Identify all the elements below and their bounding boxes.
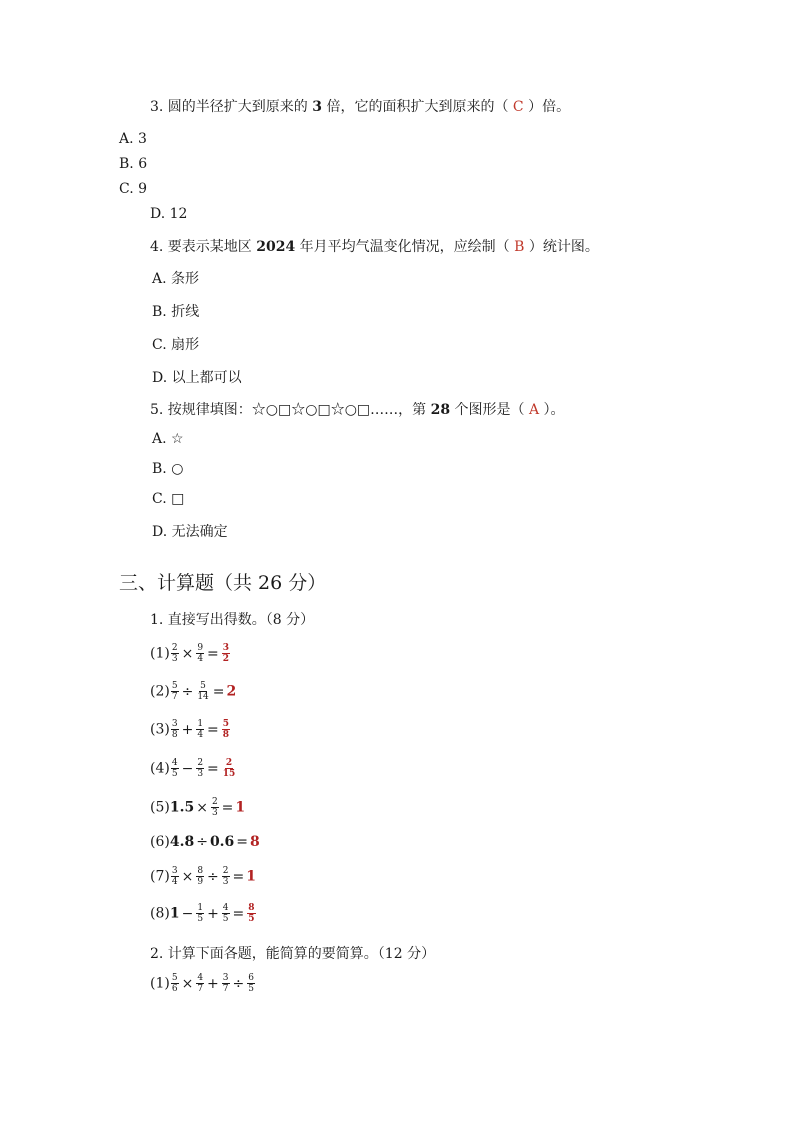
fraction: $\frac{9}{4}$ xyxy=(197,643,204,664)
q5-number: 28 xyxy=(430,402,451,418)
q4-year: 2024 xyxy=(256,239,296,255)
fraction: $\frac{4}{5}$ xyxy=(222,903,229,924)
fraction: $\frac{5}{6}$ xyxy=(171,973,178,994)
operator: × xyxy=(181,645,194,662)
equals-sign: = xyxy=(236,834,249,850)
operator: ÷ xyxy=(232,975,245,992)
equals-sign: = xyxy=(207,645,219,662)
equals-sign: = xyxy=(207,760,219,777)
q3-number: 3 xyxy=(312,99,323,115)
q3-text-mid: 倍，它的面积扩大到原来的（ xyxy=(322,99,509,115)
fraction: $\frac{1}{5}$ xyxy=(197,903,204,924)
item-index: (1) xyxy=(150,975,170,992)
q5-option-c: C. □ xyxy=(152,491,185,507)
question-4 xyxy=(150,236,599,256)
fraction: $\frac{1}{4}$ xyxy=(197,719,204,740)
answer: 8 xyxy=(250,834,260,850)
calc-item-1 xyxy=(150,643,231,664)
q4-option-c: C. 扇形 xyxy=(152,337,200,353)
q3-text: 3. 圆的半径扩大到原来的 xyxy=(150,99,313,115)
item-index: (7) xyxy=(150,868,170,885)
item-index: (8) xyxy=(150,905,170,922)
q3-option-b: B. 6 xyxy=(119,156,148,172)
q3-option-d: D. 12 xyxy=(150,206,188,222)
operator: ÷ xyxy=(181,683,194,700)
section-heading: 三、计算题（共 26 分） xyxy=(119,572,327,594)
operator: ÷ xyxy=(207,868,219,885)
q3-option-a: A. 3 xyxy=(119,131,147,147)
q5-text-end: ）。 xyxy=(543,402,565,418)
answer: 1 xyxy=(235,799,246,816)
operand: 0.6 xyxy=(209,834,235,850)
q3-text-end: ）倍。 xyxy=(528,99,571,115)
operand: 1.5 xyxy=(169,799,195,816)
calc-item-6 xyxy=(150,834,260,850)
q5-option-a: A. ☆ xyxy=(152,431,184,447)
operand: 4.8 xyxy=(169,834,195,850)
fraction: $\frac{4}{5}$ xyxy=(171,758,178,779)
calc-item-2 xyxy=(150,681,236,702)
operator: × xyxy=(196,799,208,816)
operator: − xyxy=(181,905,194,922)
q3-option-c: C. 9 xyxy=(119,181,148,197)
answer: 1 xyxy=(246,868,256,885)
fraction: $\frac{2}{3}$ xyxy=(197,758,204,779)
equals-sign: = xyxy=(207,721,219,738)
calc-part2-item-1 xyxy=(150,973,256,994)
operator: − xyxy=(181,760,194,777)
q4-option-a: A. 条形 xyxy=(152,271,200,287)
calc-item-4 xyxy=(150,758,237,779)
operator: ÷ xyxy=(196,834,208,850)
fraction: $\frac{3}{8}$ xyxy=(171,719,178,740)
part-2-title: 2. 计算下面各题，能简算的要简算。（12 分） xyxy=(150,946,436,962)
fraction: $\frac{8}{9}$ xyxy=(197,866,204,887)
calc-item-3 xyxy=(150,719,231,740)
item-index: (4) xyxy=(150,760,170,777)
operator: + xyxy=(207,975,219,992)
question-3 xyxy=(150,96,570,116)
equals-sign: = xyxy=(221,799,234,816)
q3-answer: C xyxy=(508,99,529,115)
operator: + xyxy=(181,721,194,738)
calc-item-5 xyxy=(150,797,245,818)
equals-sign: = xyxy=(232,868,245,885)
answer-fraction: $\frac{2}{15}$ xyxy=(222,758,236,779)
q5-text-mid: 个图形是（ xyxy=(450,402,525,418)
answer-fraction: $\frac{5}{8}$ xyxy=(222,719,230,740)
calc-item-7 xyxy=(150,866,256,887)
answer: 2 xyxy=(226,683,237,700)
q5-option-d: D. 无法确定 xyxy=(152,524,228,540)
fraction: $\frac{5}{7}$ xyxy=(171,681,178,702)
q4-text: 4. 要表示某地区 xyxy=(150,239,257,255)
q4-text-mid: 年月平均气温变化情况，应绘制（ xyxy=(295,239,510,255)
calc-item-8 xyxy=(150,903,257,924)
q5-option-b: B. ○ xyxy=(152,461,184,477)
q4-text-end: ）统计图。 xyxy=(528,239,599,255)
operator: × xyxy=(181,868,194,885)
answer-fraction: $\frac{8}{5}$ xyxy=(248,903,255,924)
item-index: (6) xyxy=(150,834,170,850)
part-1-title: 1. 直接写出得数。（8 分） xyxy=(150,612,315,628)
fraction: $\frac{2}{3}$ xyxy=(222,866,229,887)
equals-sign: = xyxy=(232,905,245,922)
question-5 xyxy=(150,399,565,419)
q4-option-d: D. 以上都可以 xyxy=(152,370,242,386)
fraction: $\frac{2}{3}$ xyxy=(211,797,218,818)
operator: + xyxy=(207,905,219,922)
fraction: $\frac{4}{7}$ xyxy=(197,973,204,994)
operator: × xyxy=(181,975,194,992)
equals-sign: = xyxy=(212,683,225,700)
fraction: $\frac{5}{14}$ xyxy=(197,681,209,702)
fraction: $\frac{6}{5}$ xyxy=(248,973,254,994)
item-index: (3) xyxy=(150,721,170,738)
q5-answer: A xyxy=(524,402,544,418)
item-index: (2) xyxy=(150,683,170,700)
q4-option-b: B. 折线 xyxy=(152,304,200,320)
item-index: (1) xyxy=(150,645,170,662)
q4-answer: B xyxy=(509,239,529,255)
q5-text: 5. 按规律填图：☆○□☆○□☆○□……，第 xyxy=(150,402,431,418)
fraction: $\frac{3}{4}$ xyxy=(171,866,178,887)
answer-fraction: $\frac{3}{2}$ xyxy=(222,643,230,664)
operand: 1 xyxy=(169,905,180,922)
fraction: $\frac{2}{3}$ xyxy=(171,643,178,664)
fraction: $\frac{3}{7}$ xyxy=(222,973,229,994)
item-index: (5) xyxy=(150,799,170,816)
